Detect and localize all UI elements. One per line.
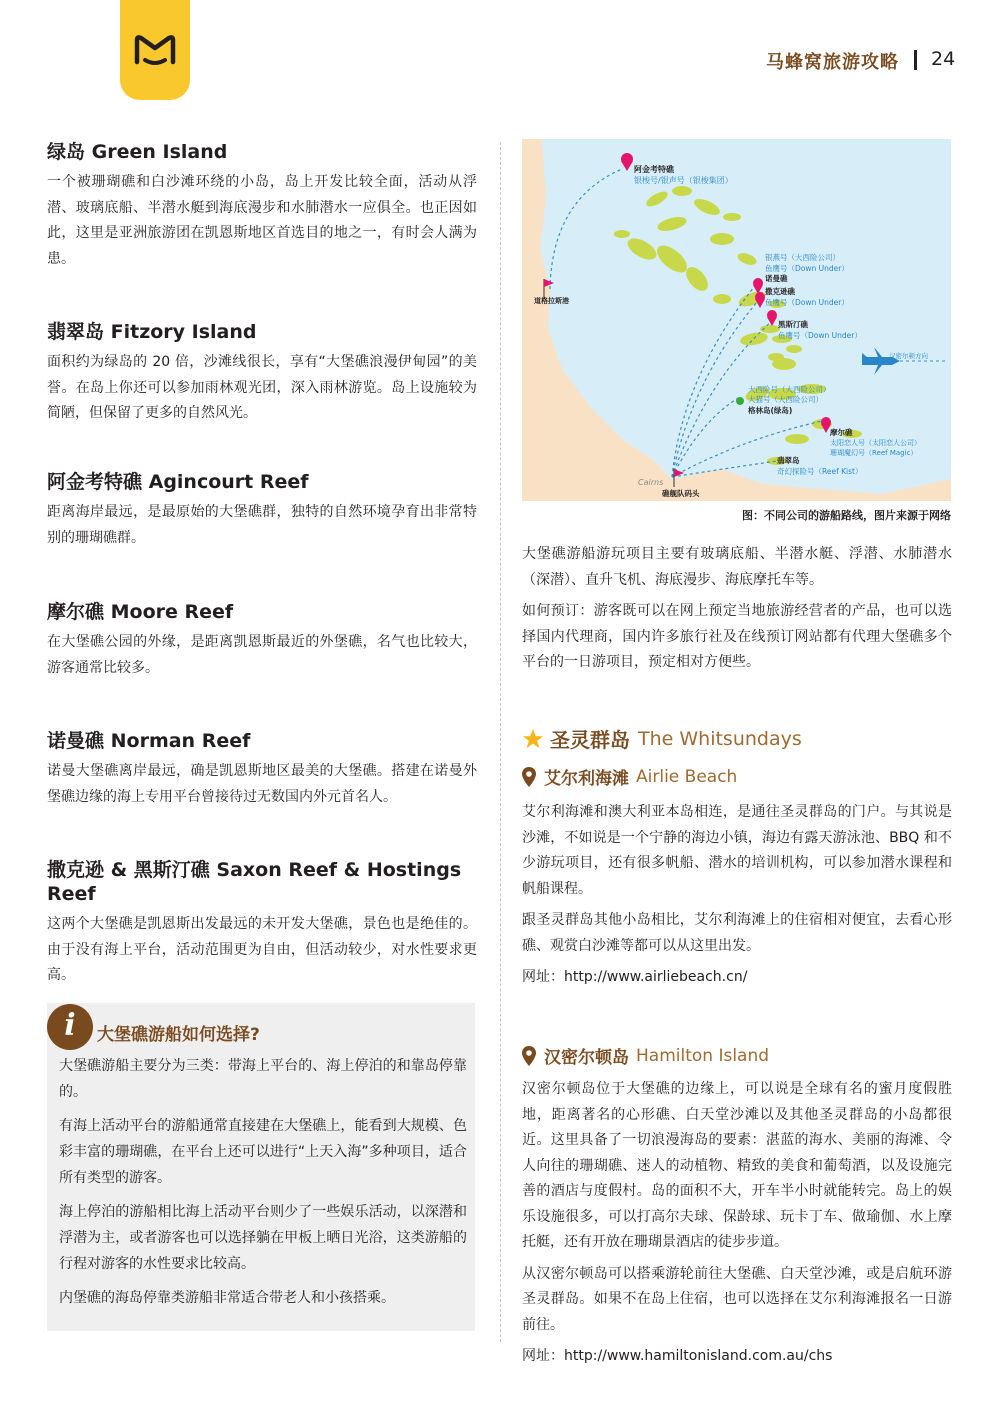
reef-cruise-intro — [522, 542, 952, 682]
airlie-title-cn: 艾尔利海滩 — [544, 769, 629, 789]
section-title: 绿岛 Green Island — [47, 141, 228, 163]
location-pin-icon — [522, 767, 536, 787]
label-cairns-direction: 汉密尔顿方向 — [889, 352, 928, 360]
label-fitzroy: 翡翠岛 — [777, 456, 800, 465]
section-agincourt-reef — [47, 470, 477, 551]
label-douglas: 道格拉斯港 — [534, 297, 569, 305]
airlie-body — [522, 800, 952, 997]
page-number: 24 — [931, 48, 956, 70]
section-fitzroy-island — [47, 320, 477, 427]
intro-paragraph: 如何预订：游客既可以在网上预定当地旅游经营者的产品，也可以选择国内代理商，国内许多旅行社及在线预订网站都有代理大堡礁多个平台的一日游项目，预定相对方便些。 — [522, 603, 952, 670]
info-paragraph: 内堡礁的海岛停靠类游船非常适合带老人和小孩搭乘。 — [59, 1290, 395, 1306]
airlie-website: 网址：http://www.airliebeach.cn/ — [522, 969, 748, 985]
star-icon — [522, 728, 544, 750]
label-agincourt: 阿金考特礁 — [634, 165, 674, 174]
label-hastings: 黑斯汀礁 — [778, 320, 808, 329]
info-icon: i — [47, 1004, 93, 1050]
label-norman: 诺曼礁 — [765, 274, 788, 283]
label-great-adventures1: 大西险号（大西险公司） — [748, 385, 831, 394]
reef-route-map — [522, 139, 951, 501]
section-green-island — [47, 140, 477, 272]
label-great-adventures2: 大猫号（大西险公司） — [748, 395, 823, 404]
label-reef-magic: 珊瑚魔幻号（Reef Magic） — [830, 449, 918, 457]
brand-logo — [120, 0, 190, 100]
label-cairns: Cairns — [638, 478, 664, 487]
info-paragraph: 有海上活动平台的游船通常直接建在大堡礁上，能看到大规模、色彩丰富的珊瑚礁，在平台上还可以进行“上天入海”多种项目，适合所有类型的游客。 — [59, 1118, 467, 1186]
section-body: 这两个大堡礁是凯恩斯出发最远的未开发大堡礁，景色也是绝佳的。由于没有海上平台，活动范围更为自由，但活动较少，对水性要求更高。 — [47, 916, 477, 983]
label-terminal: 礁舰队码头 — [662, 489, 700, 498]
section-title: 阿金考特礁 Agincourt Reef — [47, 471, 309, 493]
label-agincourt-ships: 银梭号/银声号（银梭集团） — [634, 176, 733, 185]
airlie-title-en: Airlie Beach — [636, 766, 738, 787]
column-divider — [500, 142, 501, 1342]
section-body: 诺曼大堡礁离岸最远，确是凯恩斯地区最美的大堡礁。搭建在诺曼外堡礁边缘的海上专用平台曾接待过无数国内外元首名人。 — [47, 763, 477, 805]
whitsundays-title-en: The Whitsundays — [638, 727, 802, 750]
info-box — [47, 1003, 475, 1331]
header-separator — [914, 50, 917, 70]
section-body: 在大堡礁公园的外缘，是距离凯恩斯最近的外堡礁，名气也比较大，游客通常比较多。 — [47, 634, 477, 676]
section-title: 翡翠岛 Fitzory Island — [47, 321, 257, 343]
section-body: 距离海岸最远，是最原始的大堡礁群，独特的自然环境孕育出非常特别的珊瑚礁群。 — [47, 504, 477, 546]
section-norman-reef — [47, 729, 477, 810]
section-title: 撒克逊 & 黑斯汀礁 Saxon Reef & Hostings Reef — [47, 859, 462, 905]
hamilton-paragraph: 从汉密尔顿岛可以搭乘游轮前往大堡礁、白天堂沙滩，或是启航环游圣灵群岛。如果不在岛上住宿，也可以选择在艾尔利海滩报名一日游前往。 — [522, 1265, 952, 1333]
label-saxon: 撒克逊礁 — [765, 287, 795, 296]
airlie-paragraph: 艾尔利海滩和澳大利亚本岛相连，是通往圣灵群岛的门户。与其说是沙滩，不如说是一个宁静的海边小镇，海边有露天游泳池、BBQ 和不少游玩项目，还有很多帆船、潜水的培训机构，可以参加潜水课程和帆船课程。 — [522, 804, 952, 897]
hamilton-website: 网址：http://www.hamiltonisland.com.au/chs — [522, 1348, 833, 1364]
label-dolphin3: 鱼鹰号（Down Under） — [778, 331, 862, 340]
hamilton-body — [522, 1077, 952, 1376]
whitsundays-title-cn: 圣灵群岛 — [550, 728, 630, 752]
info-paragraph: 海上停泊的游船相比海上活动平台则少了一些娱乐活动，以深潜和浮潜为主，或者游客也可以选择躺在甲板上晒日光浴，这类游船的行程对游客的水性要求比较高。 — [59, 1204, 467, 1272]
hamilton-heading — [522, 1043, 769, 1068]
label-reef-kist: 奇幻探险号（Reef Kist） — [777, 467, 863, 476]
label-dolphin2: 鱼鹰号（Down Under） — [765, 298, 849, 307]
hamilton-title-en: Hamilton Island — [636, 1045, 770, 1066]
green-island-marker — [736, 397, 744, 405]
section-body: 一个被珊瑚礁和白沙滩环绕的小岛，岛上开发比较全面，活动从浮潜、玻璃底船、半潜水艇到海底漫步和水肺潜水一应俱全。也正因如此，这里是亚洲旅游团在凯恩斯地区首选目的地之一，有时会人满为患。 — [47, 174, 477, 267]
label-silverswift: 银燕号（大西险公司） — [765, 253, 840, 262]
header-title: 马蜂窝旅游攻略 — [766, 52, 899, 73]
section-title: 诺曼礁 Norman Reef — [47, 730, 251, 752]
hamilton-paragraph: 汉密尔顿岛位于大堡礁的边缘上，可以说是全球有名的蜜月度假胜地，距离著名的心形礁、白天堂沙滩以及其他圣灵群岛的小岛都很近。这里具备了一切浪漫海岛的要素：湛蓝的海水、美丽的海滩、令人向往的珊瑚礁、迷人的动植物、精致的美食和葡萄酒，以及设施完善的酒店与度假村。岛的面积不大，开车半小时就能转完。岛上的娱乐设施很多，可以打高尔夫球、保龄球、玩卡丁车、做瑜伽、水上摩托艇，还有开放在珊瑚景酒店的徒步步道。 — [522, 1081, 952, 1250]
label-moore: 摩尔礁 — [830, 428, 853, 437]
location-pin-icon — [522, 1046, 536, 1066]
section-saxon-hastings — [47, 858, 477, 989]
intro-paragraph: 大堡礁游船游玩项目主要有玻璃底船、半潜水艇、浮潜、水肺潜水（深潜）、直升飞机、海底漫步、海底摩托车等。 — [522, 546, 952, 588]
mafengwo-logo-icon — [133, 32, 177, 70]
map-caption: 图：不同公司的游船路线，图片来源于网络 — [742, 509, 951, 522]
section-title: 摩尔礁 Moore Reef — [47, 601, 234, 623]
info-paragraph: 大堡礁游船主要分为三类：带海上平台的、海上停泊的和靠岛停靠的。 — [59, 1058, 467, 1100]
info-box-body — [59, 1053, 467, 1319]
label-sunlover: 太阳恋人号（太阳恋人公司） — [830, 439, 921, 447]
label-green-island: 格林岛(绿岛) — [748, 406, 793, 415]
section-body: 面积约为绿岛的 20 倍，沙滩线很长，享有“大堡礁浪漫伊甸园”的美誉。在岛上你还可以参加雨林观光团，深入雨林游览。岛上设施较为简陋，但保留了更多的自然风光。 — [47, 354, 477, 421]
section-moore-reef — [47, 600, 477, 681]
hamilton-title-cn: 汉密尔顿岛 — [544, 1048, 629, 1068]
airlie-heading — [522, 764, 737, 789]
map-svg — [522, 139, 951, 501]
info-box-title: 大堡礁游船如何选择? — [97, 1025, 260, 1045]
airlie-paragraph: 跟圣灵群岛其他小岛相比，艾尔利海滩上的住宿相对便宜，去看心形礁、观赏白沙滩等都可以从这里出发。 — [522, 912, 952, 954]
label-dolphin1: 鱼鹰号（Down Under） — [765, 264, 849, 273]
whitsundays-heading — [522, 724, 802, 753]
